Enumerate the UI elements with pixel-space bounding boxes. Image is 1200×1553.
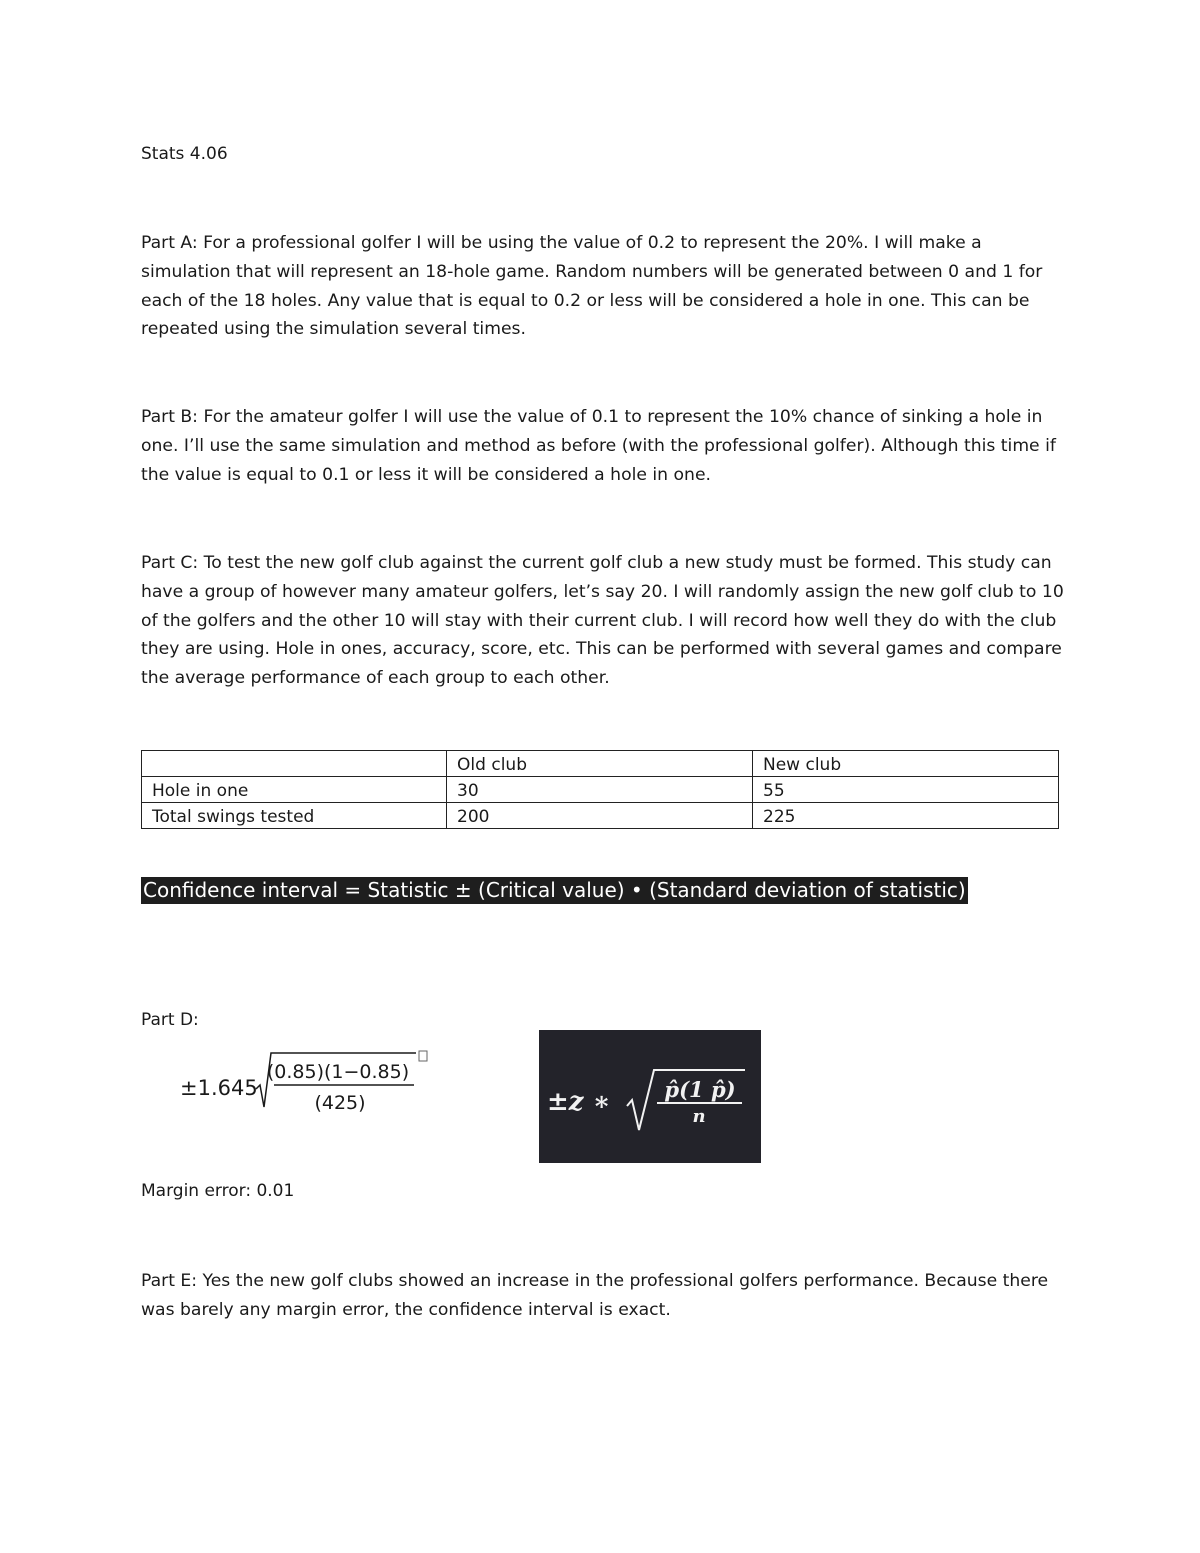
table-cell: Hole in one (142, 777, 447, 803)
table-header-cell: New club (753, 751, 1059, 777)
generic-formula-numerator: p̂(1 p̂) (664, 1077, 736, 1102)
part-c-paragraph: Part C: To test the new golf club against the current golf club a new study must be formed. This study can have a group of however many amateur golfers, let’s say 20. I will randomly assign the new golf club to 10 of the golfers and the other 10 will stay with their current club. I will record how well they do with the club they are using. Hole in ones, accuracy, score, etc. This can be performed with several games and compare the average performance of each group to each other. (141, 553, 1064, 689)
table-header-row (142, 751, 1059, 777)
document-title: Stats 4.06 (141, 144, 228, 164)
margin-of-error-formula (180, 1045, 440, 1125)
table-cell: 55 (753, 777, 1059, 803)
part-b-paragraph: Part B: For the amateur golfer I will use the value of 0.1 to represent the 10% chance of sinking a hole in one. I’ll use the same simulation and method as before (with the professional golfer). Although this time if the value is equal to 0.1 or less it will be considered a hole in one. (141, 407, 1056, 485)
generic-formula-prefix: ±z ∗ (547, 1087, 611, 1117)
part-a-paragraph: Part A: For a professional golfer I will be using the value of 0.2 to represent the 20%. I will make a simulation that will represent an 18-hole game. Random numbers will be generated between 0 and 1 for each of the 18 holes. Any value that is equal to 0.2 or less will be considered a hole in one. This can be repeated using the simulation several times. (141, 233, 1043, 340)
table-header-cell (142, 751, 447, 777)
club-comparison-table (141, 750, 1059, 829)
confidence-interval-formula: Confidence interval = Statistic ± (Critical value) • (Standard deviation of statistic) (143, 878, 966, 902)
table-cell: 30 (447, 777, 753, 803)
part-e-paragraph: Part E: Yes the new golf clubs showed an increase in the professional golfers performance. Because there was barely any margin error, the confidence interval is exact. (141, 1271, 1049, 1320)
table-cell: 200 (447, 803, 753, 829)
margin-error-text: Margin error: 0.01 (141, 1181, 295, 1201)
table-cell: Total swings tested (142, 803, 447, 829)
generic-formula-image (539, 1030, 761, 1163)
table-cell: 225 (753, 803, 1059, 829)
placeholder-box-icon (419, 1051, 427, 1061)
formula-numerator: (0.85)(1−0.85) (266, 1061, 410, 1083)
part-d-label: Part D: (141, 1010, 199, 1030)
table-header-cell: Old club (447, 751, 753, 777)
formula-denominator: (425) (314, 1092, 366, 1114)
formula-prefix: ±1.645 (180, 1076, 258, 1100)
generic-formula-denominator: n (692, 1106, 706, 1127)
table-row (142, 803, 1059, 829)
table-row (142, 777, 1059, 803)
